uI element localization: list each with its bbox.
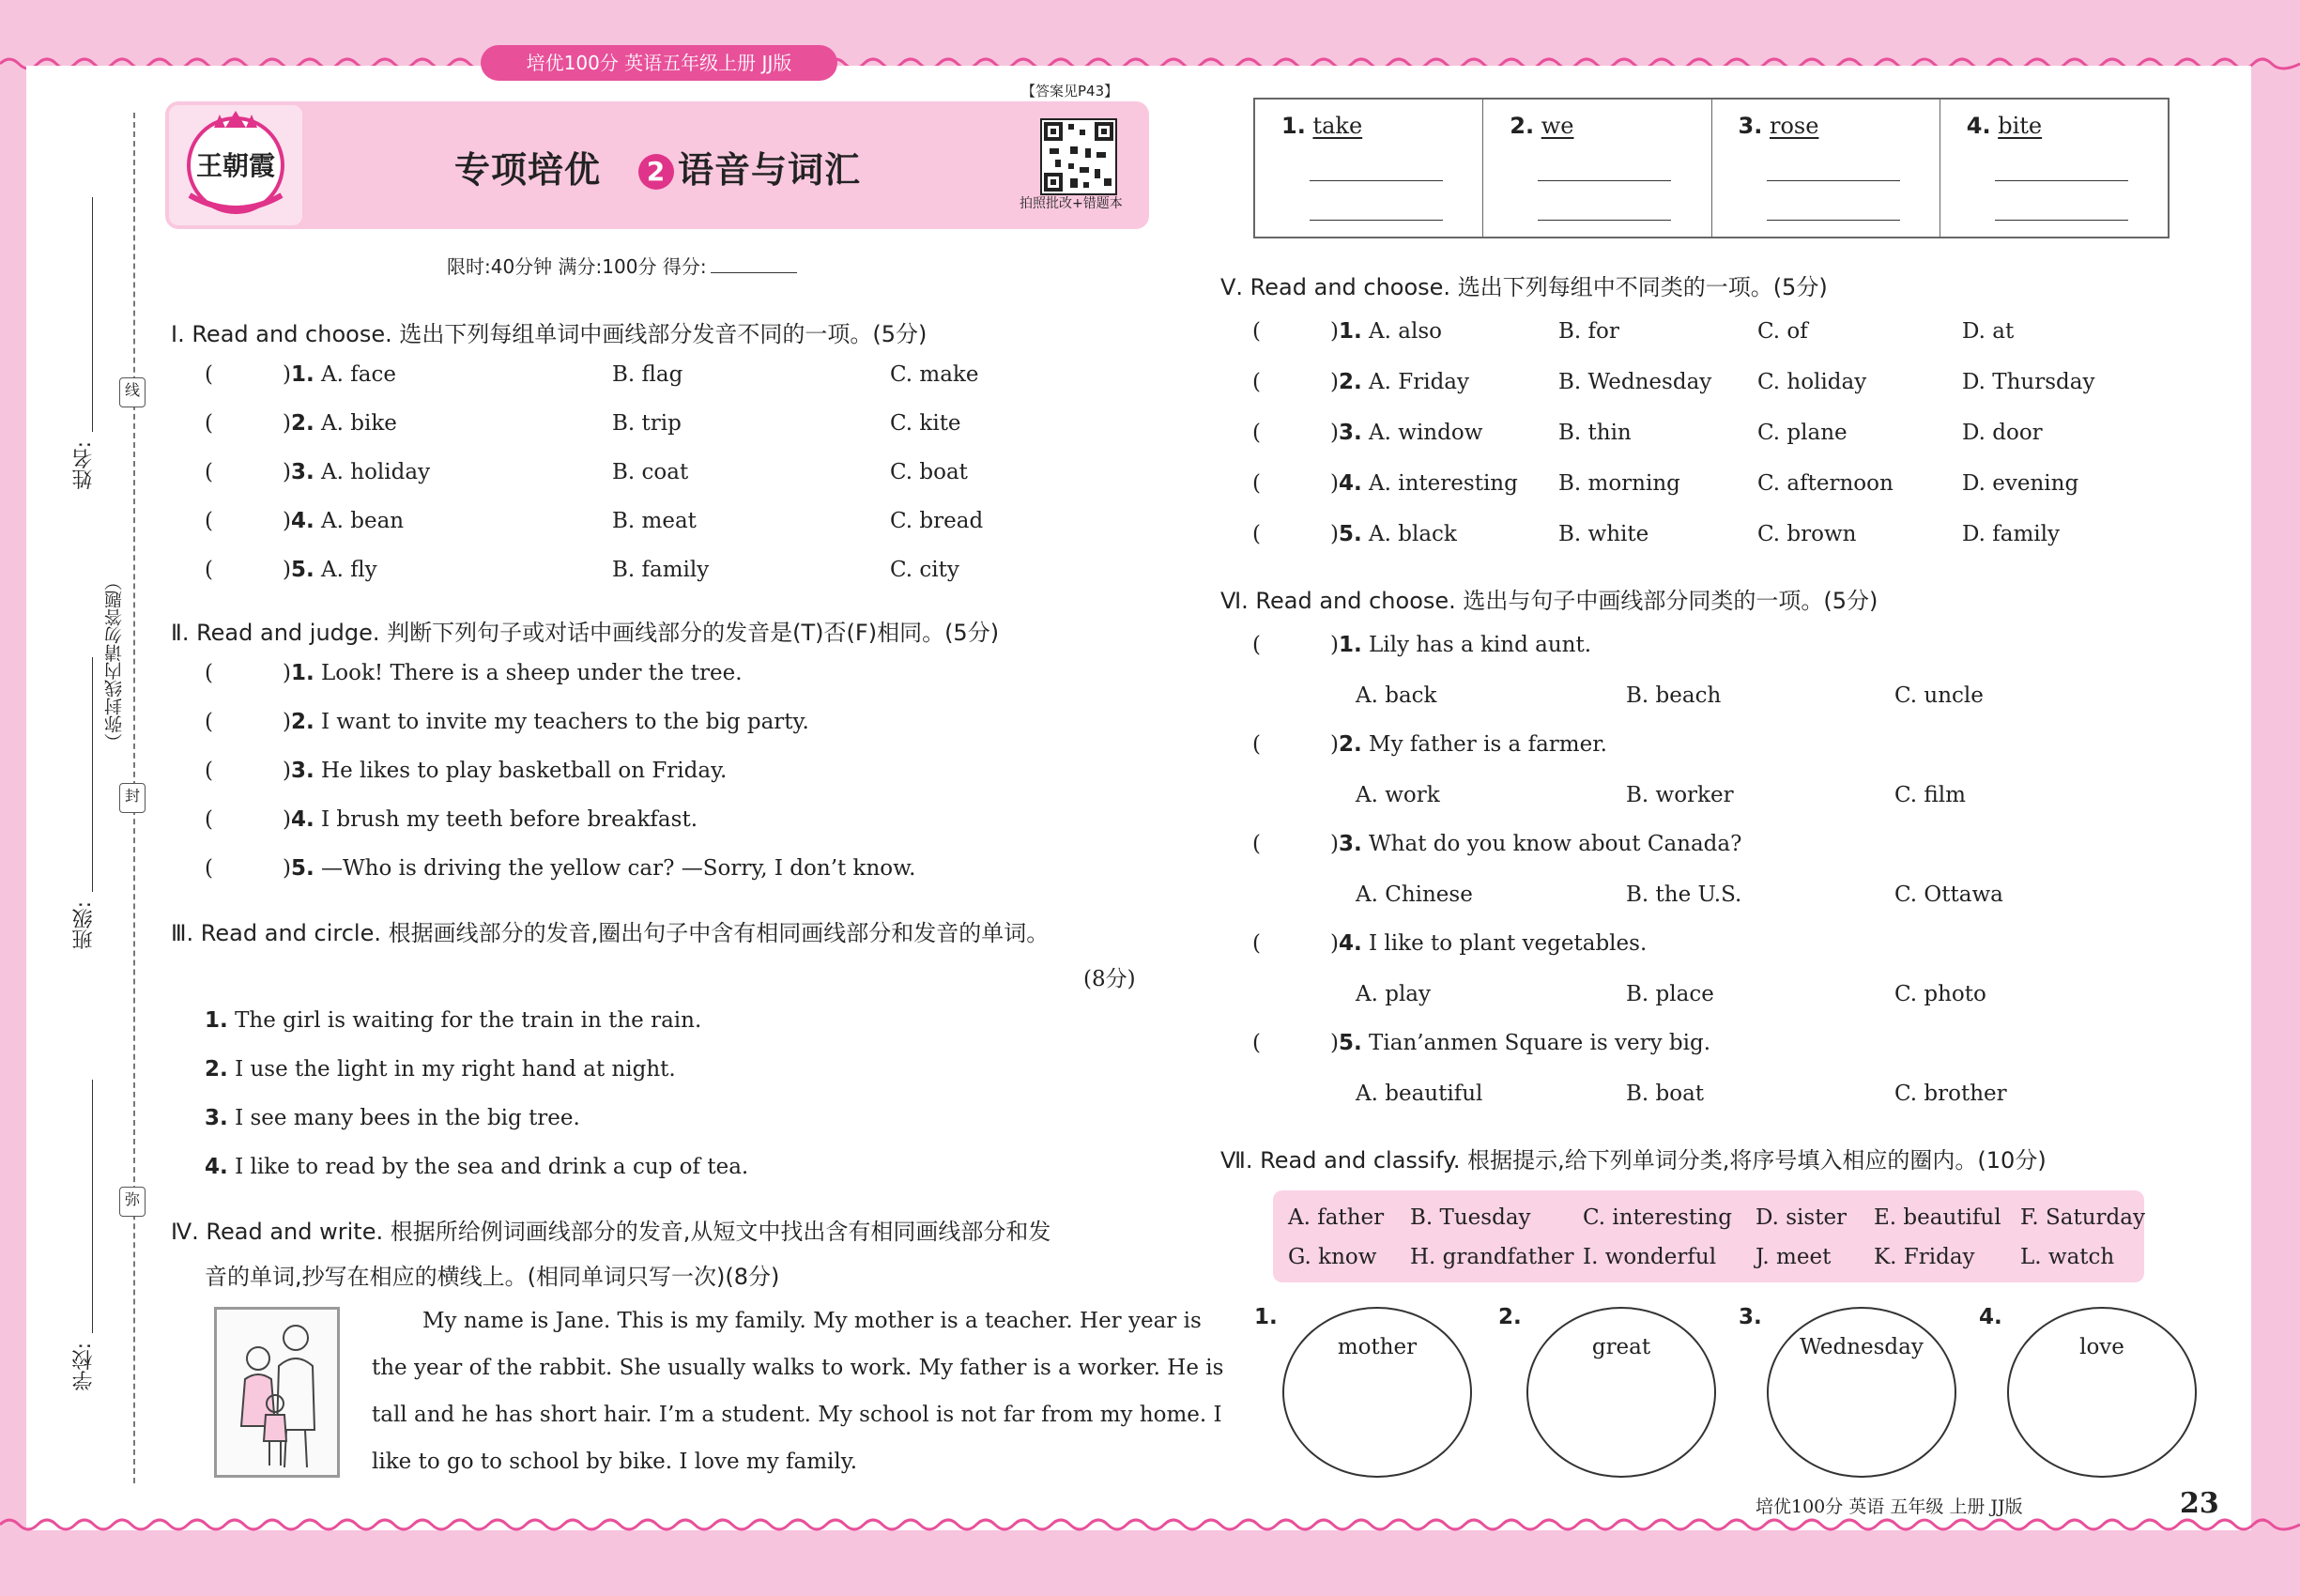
question-number: 1. bbox=[290, 661, 314, 685]
judge-row bbox=[205, 856, 915, 881]
circle-number: 1. bbox=[1254, 1305, 1278, 1329]
section-3-score: (8分) bbox=[1083, 967, 1136, 991]
answer-line[interactable] bbox=[1767, 180, 1900, 181]
option-a: A. back bbox=[1356, 683, 1437, 708]
answer-blank[interactable]: ( ) bbox=[205, 362, 291, 387]
footer-text: 培优100分 英语 五年级 上册 JJ版 bbox=[1756, 1496, 2023, 1517]
circle-example-word: Wednesday bbox=[1800, 1335, 1924, 1359]
passage-line: tall and he has short hair. I’m a student. My school is not far from my home. I bbox=[372, 1403, 1222, 1427]
sentence: I see many bees in the big tree. bbox=[235, 1106, 580, 1130]
question-number: 1. bbox=[205, 1008, 228, 1033]
option-a: A. interesting bbox=[1369, 471, 1518, 496]
question-row bbox=[1252, 1031, 1710, 1055]
circle-number: 4. bbox=[1979, 1305, 2002, 1329]
option-b: B. flag bbox=[612, 362, 683, 387]
question-number: 2. bbox=[1338, 370, 1362, 394]
circle-sentence-row bbox=[205, 1057, 676, 1082]
passage-line: My name is Jane. This is my family. My mother is a teacher. Her year is bbox=[422, 1309, 1202, 1333]
circle-sentence-row bbox=[205, 1008, 701, 1033]
exam-meta: 限时:40分钟 满分:100分 得分: bbox=[447, 252, 797, 279]
logo-text: 王朝霞 bbox=[195, 150, 276, 181]
option-a: A. also bbox=[1369, 319, 1442, 344]
circle-example-word: great bbox=[1591, 1335, 1651, 1359]
option-d: D. Thursday bbox=[1962, 370, 2095, 394]
section-3-title: Ⅲ. Read and circle. 根据画线部分的发音,圈出句子中含有相同画线部分和发音的单词。 bbox=[171, 920, 1050, 946]
option-b: B. trip bbox=[612, 411, 682, 436]
option-a: A. work bbox=[1356, 783, 1440, 807]
section-6-title: Ⅵ. Read and choose. 选出与句子中画线部分同类的一项。(5分) bbox=[1220, 588, 1878, 614]
option-c: C. photo bbox=[1894, 982, 1986, 1006]
word-bank-item: B. Tuesday bbox=[1410, 1205, 1531, 1230]
option-c: C. brother bbox=[1894, 1082, 2007, 1106]
word-bank-item: J. meet bbox=[1756, 1245, 1832, 1269]
question-row bbox=[205, 509, 404, 533]
question-number: 5. bbox=[1338, 522, 1362, 546]
answer-blank[interactable]: ( ) bbox=[205, 759, 291, 783]
question-number: 5. bbox=[1338, 1031, 1362, 1055]
question-number: 1. bbox=[1338, 633, 1362, 657]
answer-blank[interactable]: ( ) bbox=[1252, 370, 1339, 394]
question-text: I like to plant vegetables. bbox=[1369, 931, 1648, 956]
question-number: 4. bbox=[290, 807, 314, 832]
example-word: 4. bite bbox=[1966, 113, 2043, 139]
classification-circle[interactable] bbox=[1767, 1307, 1956, 1478]
brand-logo bbox=[169, 105, 302, 225]
sentence: —Who is driving the yellow car? —Sorry, I don’t know. bbox=[321, 856, 916, 881]
option-c: C. afternoon bbox=[1757, 471, 1894, 496]
option-b: B. meat bbox=[612, 509, 697, 533]
question-text: My father is a farmer. bbox=[1369, 732, 1607, 757]
option-b: B. coat bbox=[612, 460, 689, 484]
option-b: B. family bbox=[612, 558, 710, 582]
word-bank-item: G. know bbox=[1288, 1245, 1377, 1269]
question-number: 4. bbox=[1338, 931, 1362, 956]
qr-code[interactable] bbox=[1040, 118, 1117, 195]
question-row bbox=[1252, 421, 1482, 445]
question-number: 2. bbox=[290, 411, 314, 436]
question-number: 5. bbox=[290, 558, 314, 582]
circle-sentence-row bbox=[205, 1155, 748, 1179]
judge-row bbox=[205, 759, 727, 783]
sentence: I want to invite my teachers to the big party. bbox=[321, 710, 809, 734]
word-cell bbox=[1483, 100, 1711, 237]
seal-notice: （弥封线内请勿答题） bbox=[104, 573, 125, 751]
option-c: C. film bbox=[1894, 783, 1966, 807]
question-text: Tian’anmen Square is very big. bbox=[1369, 1031, 1711, 1055]
judge-row bbox=[205, 710, 809, 734]
option-c: C. holiday bbox=[1757, 370, 1867, 394]
answer-blank[interactable]: ( ) bbox=[205, 661, 291, 685]
answer-blank[interactable]: ( ) bbox=[205, 856, 291, 881]
example-word: 1. take bbox=[1281, 113, 1363, 139]
circle-sentence-row bbox=[205, 1106, 580, 1130]
qr-code-icon bbox=[1042, 120, 1115, 193]
passage-line: the year of the rabbit. She usually walks to work. My father is a worker. He is bbox=[372, 1356, 1224, 1380]
sentence: The girl is waiting for the train in the rain. bbox=[235, 1008, 702, 1033]
word-cell bbox=[1712, 100, 1940, 237]
option-a: A. fly bbox=[321, 558, 377, 582]
word-bank-item: H. grandfather bbox=[1410, 1245, 1574, 1269]
option-a: A. Friday bbox=[1369, 370, 1470, 394]
option-b: B. the U.S. bbox=[1626, 882, 1742, 907]
question-row bbox=[205, 411, 397, 436]
answer-blank[interactable]: ( ) bbox=[205, 807, 291, 832]
answer-line[interactable] bbox=[1995, 180, 2128, 181]
section-2-title: Ⅱ. Read and judge. 判断下列句子或对话中画线部分的发音是(T)否(F)相同。(5分) bbox=[171, 620, 1000, 646]
question-row bbox=[1252, 931, 1647, 956]
answer-blank[interactable]: ( ) bbox=[1252, 931, 1339, 956]
answer-line[interactable] bbox=[1767, 220, 1900, 221]
word-bank-item: D. sister bbox=[1756, 1205, 1848, 1230]
question-row bbox=[1252, 633, 1591, 657]
class-field[interactable] bbox=[92, 657, 93, 892]
answer-blank[interactable]: ( ) bbox=[205, 509, 291, 533]
section-7-title: Ⅶ. Read and classify. 根据提示,给下列单词分类,将序号填入相应的圈内。(10分) bbox=[1220, 1147, 2047, 1174]
option-a: A. face bbox=[321, 362, 396, 387]
seal-xian: 线 bbox=[119, 377, 146, 407]
judge-row bbox=[205, 807, 698, 832]
series-badge: 培优100分 英语五年级上册 JJ版 bbox=[481, 45, 837, 81]
option-b: B. for bbox=[1558, 319, 1619, 344]
answer-line[interactable] bbox=[1538, 220, 1671, 221]
family-illustration bbox=[214, 1307, 340, 1478]
option-c: C. Ottawa bbox=[1894, 882, 2003, 907]
question-text: Lily has a kind aunt. bbox=[1369, 633, 1592, 657]
question-row bbox=[205, 460, 430, 484]
option-b: B. place bbox=[1626, 982, 1714, 1006]
answer-line[interactable] bbox=[1995, 220, 2128, 221]
school-field[interactable] bbox=[92, 1080, 93, 1333]
sentence: I brush my teeth before breakfast. bbox=[321, 807, 698, 832]
question-number: 2. bbox=[205, 1057, 228, 1082]
question-row bbox=[1252, 471, 1518, 496]
question-number: 1. bbox=[1338, 319, 1362, 344]
circle-number: 3. bbox=[1739, 1305, 1762, 1329]
option-c: C. city bbox=[890, 558, 959, 582]
answer-line[interactable] bbox=[1310, 180, 1443, 181]
sentence: He likes to play basketball on Friday. bbox=[321, 759, 728, 783]
option-a: A. play bbox=[1356, 982, 1432, 1006]
word-bank-item: I. wonderful bbox=[1583, 1245, 1717, 1269]
name-label: 姓名: bbox=[72, 441, 96, 490]
option-c: C. of bbox=[1757, 319, 1808, 344]
option-c: C. kite bbox=[890, 411, 961, 436]
seal-mi: 弥 bbox=[119, 1187, 146, 1217]
answer-blank[interactable]: ( ) bbox=[205, 710, 291, 734]
answer-blank[interactable]: ( ) bbox=[1252, 732, 1339, 757]
circle-number: 2. bbox=[1498, 1305, 1522, 1329]
word-bank-item: L. watch bbox=[2020, 1245, 2115, 1269]
classification-circle[interactable] bbox=[2007, 1307, 2197, 1478]
word-bank-item: K. Friday bbox=[1874, 1245, 1975, 1269]
example-word: 2. we bbox=[1510, 113, 1574, 139]
option-a: A. black bbox=[1369, 522, 1457, 546]
answer-blank[interactable]: ( ) bbox=[1252, 421, 1339, 445]
question-number: 4. bbox=[1338, 471, 1362, 496]
option-b: B. Wednesday bbox=[1558, 370, 1712, 394]
word-cell bbox=[1940, 100, 2168, 237]
circle-example-word: mother bbox=[1337, 1335, 1418, 1359]
example-word: 3. rose bbox=[1738, 113, 1819, 139]
option-c: C. brown bbox=[1757, 522, 1857, 546]
page-number: 23 bbox=[2180, 1487, 2219, 1520]
passage-line: like to go to school by bike. I love my family. bbox=[372, 1450, 858, 1474]
question-number: 3. bbox=[1338, 832, 1362, 856]
word-bank-item: E. beautiful bbox=[1874, 1205, 2001, 1230]
answer-blank[interactable]: ( ) bbox=[1252, 471, 1339, 496]
question-number: 4. bbox=[205, 1155, 228, 1179]
option-b: B. white bbox=[1558, 522, 1649, 546]
sentence: I like to read by the sea and drink a cup of tea. bbox=[235, 1155, 749, 1179]
answer-blank[interactable]: ( ) bbox=[205, 411, 291, 436]
option-a: A. bean bbox=[321, 509, 405, 533]
question-row bbox=[205, 362, 396, 387]
school-label: 学校: bbox=[72, 1343, 96, 1391]
option-a: A. bike bbox=[321, 411, 397, 436]
answer-blank[interactable]: ( ) bbox=[1252, 1031, 1339, 1055]
class-label: 班级: bbox=[72, 901, 96, 950]
question-text: What do you know about Canada? bbox=[1369, 832, 1742, 856]
answer-blank[interactable]: ( ) bbox=[1252, 633, 1339, 657]
answer-blank[interactable]: ( ) bbox=[205, 558, 291, 582]
sentence: I use the light in my right hand at night. bbox=[235, 1057, 676, 1082]
qr-caption: 拍照批改+错题本 bbox=[1020, 196, 1123, 211]
question-number: 3. bbox=[1338, 421, 1362, 445]
title-left: 专项培优 bbox=[454, 149, 602, 191]
option-b: B. morning bbox=[1558, 471, 1680, 496]
word-bank-item: F. Saturday bbox=[2020, 1205, 2145, 1230]
seal-feng: 封 bbox=[119, 783, 146, 813]
question-number: 5. bbox=[290, 856, 314, 881]
question-number: 1. bbox=[290, 362, 314, 387]
option-c: C. plane bbox=[1757, 421, 1848, 445]
answer-line[interactable] bbox=[1538, 180, 1671, 181]
option-a: A. window bbox=[1369, 421, 1483, 445]
question-row bbox=[1252, 522, 1457, 546]
score-field[interactable] bbox=[711, 272, 797, 273]
question-row bbox=[1252, 319, 1442, 344]
section-5-title: Ⅴ. Read and choose. 选出下列每组中不同类的一项。(5分) bbox=[1220, 274, 1828, 300]
answer-blank[interactable]: ( ) bbox=[205, 460, 291, 484]
question-number: 3. bbox=[290, 460, 314, 484]
option-a: A. beautiful bbox=[1356, 1082, 1483, 1106]
family-picture-icon bbox=[217, 1310, 337, 1475]
question-row bbox=[1252, 370, 1469, 394]
option-a: A. Chinese bbox=[1356, 882, 1473, 907]
option-b: B. boat bbox=[1626, 1082, 1705, 1106]
name-field[interactable] bbox=[92, 197, 93, 432]
sentence: Look! There is a sheep under the tree. bbox=[321, 661, 743, 685]
logo-emblem-icon bbox=[169, 105, 302, 225]
page-title bbox=[454, 141, 861, 192]
question-number: 2. bbox=[1338, 732, 1362, 757]
option-b: B. thin bbox=[1558, 421, 1632, 445]
option-c: C. boat bbox=[890, 460, 968, 484]
classification-circle[interactable] bbox=[1282, 1307, 1472, 1478]
option-c: C. make bbox=[890, 362, 979, 387]
answer-line[interactable] bbox=[1310, 220, 1443, 221]
option-d: D. door bbox=[1962, 421, 2043, 445]
bottom-wave-border bbox=[0, 1515, 2300, 1534]
option-d: D. evening bbox=[1962, 471, 2079, 496]
question-row bbox=[1252, 732, 1607, 757]
title-number-badge: 2 bbox=[638, 154, 674, 190]
word-cell bbox=[1255, 100, 1483, 237]
question-number: 2. bbox=[290, 710, 314, 734]
classification-circle[interactable] bbox=[1526, 1307, 1716, 1478]
option-b: B. worker bbox=[1626, 783, 1734, 807]
question-number: 4. bbox=[290, 509, 314, 533]
answer-blank[interactable]: ( ) bbox=[1252, 832, 1339, 856]
question-row bbox=[1252, 832, 1741, 856]
option-d: D. at bbox=[1962, 319, 2015, 344]
option-a: A. holiday bbox=[321, 460, 431, 484]
answer-blank[interactable]: ( ) bbox=[1252, 522, 1339, 546]
question-row bbox=[205, 558, 377, 582]
word-bank-item: A. father bbox=[1288, 1205, 1385, 1230]
option-c: C. uncle bbox=[1894, 683, 1984, 708]
option-d: D. family bbox=[1962, 522, 2060, 546]
section-1-title: Ⅰ. Read and choose. 选出下列每组单词中画线部分发音不同的一项。(5分) bbox=[171, 321, 928, 347]
option-c: C. bread bbox=[890, 509, 984, 533]
section-4-title-line1: Ⅳ. Read and write. 根据所给例词画线部分的发音,从短文中找出含有相同画线部分和发 bbox=[171, 1219, 1051, 1245]
answer-blank[interactable]: ( ) bbox=[1252, 319, 1339, 344]
title-right: 语音与词汇 bbox=[678, 149, 862, 191]
judge-row bbox=[205, 661, 743, 685]
section-4-answer-table bbox=[1253, 98, 2170, 238]
question-number: 3. bbox=[205, 1106, 228, 1130]
circle-example-word: love bbox=[2079, 1335, 2124, 1359]
question-number: 3. bbox=[290, 759, 314, 783]
option-b: B. beach bbox=[1626, 683, 1722, 708]
section-4-title-line2: 音的单词,抄写在相应的横线上。(相同单词只写一次)(8分) bbox=[205, 1264, 780, 1290]
answer-reference: 【答案见P43】 bbox=[1021, 83, 1119, 100]
word-bank-item: C. interesting bbox=[1583, 1205, 1732, 1230]
